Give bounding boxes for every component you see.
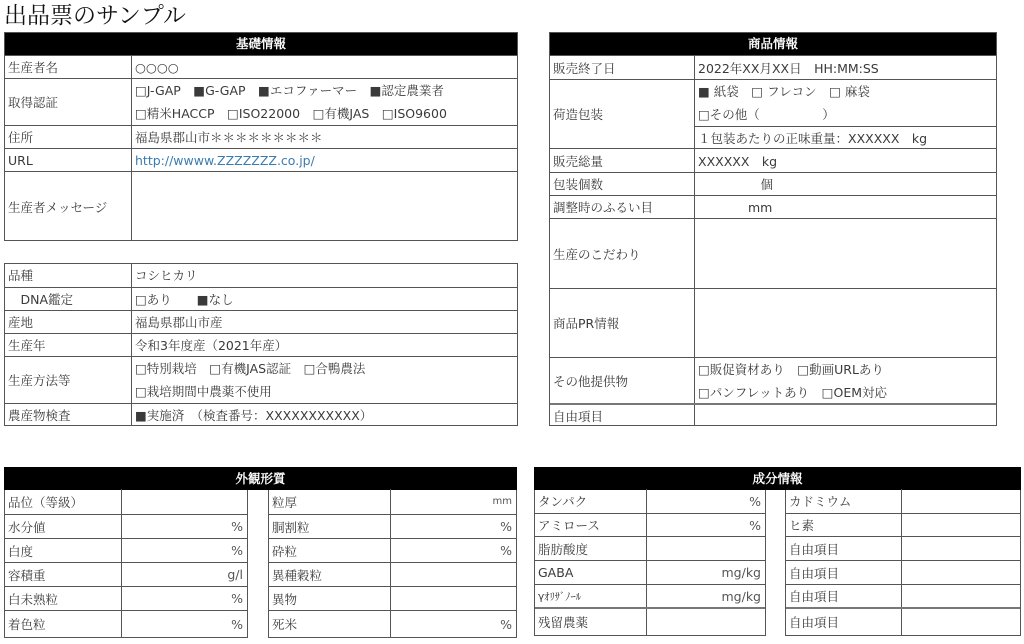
certification-label: 取得認証	[5, 79, 132, 125]
total-sales-value: XXXXXX kg	[698, 153, 778, 169]
origin-value: 福島県郡山市産	[135, 315, 223, 330]
address-label: 住所	[5, 126, 132, 148]
grain-thickness-unit: mm	[492, 496, 512, 507]
table-row	[786, 560, 1020, 584]
producer-name-value: ○○○○	[135, 59, 179, 75]
address-value: 福島県郡山市＊＊＊＊＊＊＊＊＊	[135, 130, 323, 145]
table-row	[786, 536, 1020, 560]
whiteness-label: 白度	[5, 539, 122, 562]
table-row	[5, 78, 517, 125]
cadmium-label: カドミウム	[786, 489, 902, 513]
url-cell	[132, 149, 517, 171]
fat-acidity-label: 脂肪酸度	[535, 537, 647, 560]
foreign-grain-label: 異種穀粒	[269, 563, 391, 586]
table-row	[535, 536, 765, 560]
table-row	[269, 562, 516, 586]
production-method-label: 生産方法等	[5, 357, 132, 403]
variety-value: コシヒカリ	[135, 268, 198, 283]
table-row	[535, 560, 765, 584]
sales-end-date-value: 2022年XX月XX日 HH:MM:SS	[698, 60, 879, 76]
table-row	[5, 333, 517, 356]
origin-label: 産地	[5, 311, 132, 333]
table-row	[550, 218, 996, 288]
production-year-value: 令和3年度産（2021年産）	[135, 338, 288, 353]
production-method-line-2: □栽培期間中農薬不使用	[135, 384, 272, 399]
table-row	[550, 55, 996, 79]
table-row	[786, 607, 1020, 635]
table-row	[5, 287, 517, 310]
inspection-label: 農産物検査	[5, 404, 132, 426]
table-row	[550, 195, 996, 218]
inspection-value: ■実施済 （検査番号：XXXXXXXXXXX）	[135, 408, 373, 423]
moisture-unit: %	[231, 519, 243, 534]
gaba-label: GABA	[535, 561, 647, 584]
table-row	[5, 263, 517, 287]
table-row	[786, 489, 1020, 513]
colored-grain-label: 着色粒	[5, 611, 122, 637]
product-pr-value	[695, 289, 996, 357]
page-title: 出品票のサンプル	[4, 3, 186, 29]
table-row	[5, 310, 517, 333]
table-row	[269, 586, 516, 610]
other-offerings-value	[695, 358, 996, 403]
producer-message-label: 生産者メッセージ	[5, 172, 132, 241]
producer-message-value	[132, 172, 517, 241]
table-row	[550, 79, 996, 148]
production-commitment-label: 生産のこだわり	[550, 219, 695, 288]
pesticide-residue-label: 残留農薬	[535, 609, 647, 635]
table-row	[5, 148, 517, 171]
protein-unit: %	[749, 493, 761, 509]
total-sales-label: 販売総量	[550, 149, 695, 172]
protein-label: タンパク	[535, 489, 647, 513]
grade-label: 品位（等級）	[5, 489, 122, 514]
gamma-oryzanol-unit: mg/kg	[721, 588, 761, 604]
table-row	[5, 514, 247, 538]
table-row	[786, 513, 1020, 536]
table-row	[550, 288, 996, 357]
production-commitment-value	[695, 219, 996, 288]
basic-info-header: 基礎情報	[5, 33, 517, 55]
appearance-table	[4, 467, 517, 639]
table-row	[269, 489, 516, 514]
broken-grain-unit: %	[500, 543, 512, 558]
appearance-header: 外観形質	[4, 467, 517, 490]
package-count-label: 包装個数	[550, 173, 695, 195]
sieve-size-value: mm	[698, 200, 773, 215]
appearance-right-table	[268, 490, 517, 638]
amylose-label: アミロース	[535, 514, 647, 536]
other-offerings-line-1: □販促資材あり □動画URLあり	[698, 362, 884, 377]
product-info-header: 商品情報	[550, 33, 996, 55]
free-item-3-label: 自由項目	[786, 585, 902, 607]
table-row	[5, 489, 247, 514]
package-count-value: 個	[698, 177, 774, 192]
sales-end-date-label: 販売終了日	[550, 56, 695, 79]
components-right-table	[785, 490, 1021, 636]
immature-grain-unit: %	[231, 591, 243, 606]
whiteness-unit: %	[231, 543, 243, 558]
table-row	[269, 514, 516, 538]
table-row	[5, 562, 247, 586]
dead-rice-label: 死米	[269, 611, 391, 637]
table-row	[5, 538, 247, 562]
appearance-left-table	[4, 490, 248, 638]
certification-line-1: □J-GAP ■G-GAP ■エコファーマー ■認定農業者	[135, 83, 444, 98]
table-row	[5, 55, 517, 78]
table-row	[535, 513, 765, 536]
table-row	[5, 403, 517, 426]
components-table	[534, 467, 1021, 639]
dna-test-label: DNA鑑定	[5, 288, 132, 310]
moisture-label: 水分値	[5, 515, 122, 538]
table-row	[5, 171, 517, 241]
other-offerings-label: その他提供物	[550, 358, 695, 403]
gaba-unit: mg/kg	[721, 565, 761, 580]
url-link[interactable]: http://wwww.ZZZZZZZ.co.jp/	[135, 152, 315, 168]
table-row	[269, 538, 516, 562]
product-info-table	[549, 32, 997, 426]
table-row	[5, 356, 517, 403]
product-pr-label: 商品PR情報	[550, 289, 695, 357]
table-row	[269, 610, 516, 637]
table-row	[550, 403, 996, 426]
packaging-line-1: ■ 紙袋 □ フレコン □ 麻袋	[698, 84, 870, 99]
packaging-label: 荷造包装	[550, 80, 695, 148]
components-header: 成分情報	[534, 467, 1021, 490]
free-item-value	[695, 405, 996, 426]
table-row	[5, 586, 247, 610]
production-method-value	[132, 357, 517, 403]
variety-table	[4, 263, 518, 426]
net-weight-per-package: １包装あたりの正味重量：XXXXXX kg	[695, 126, 996, 150]
grain-thickness-label: 粒厚	[269, 489, 391, 514]
packaging-line-2: □その他（ ）	[698, 107, 835, 122]
basic-info-table	[4, 32, 518, 241]
table-row	[535, 489, 765, 513]
table-row	[535, 584, 765, 607]
table-row	[786, 584, 1020, 607]
broken-grain-label: 砕粒	[269, 539, 391, 562]
cracked-grain-label: 胴割粒	[269, 515, 391, 538]
certification-line-2: □精米HACCP □ISO22000 □有機JAS □ISO9600	[135, 106, 447, 121]
table-row	[550, 148, 996, 172]
bulk-density-unit: g/l	[227, 567, 243, 582]
colored-grain-unit: %	[231, 616, 243, 632]
table-row	[550, 357, 996, 403]
free-item-1-label: 自由項目	[786, 537, 902, 560]
gamma-oryzanol-label: γｵﾘｻﾞﾉｰﾙ	[535, 585, 647, 607]
certification-value	[132, 79, 517, 125]
producer-name-label: 生産者名	[5, 56, 132, 78]
free-item-label: 自由項目	[550, 405, 695, 426]
variety-label: 品種	[5, 263, 132, 287]
sieve-size-label: 調整時のふるい目	[550, 196, 695, 218]
table-row	[5, 610, 247, 637]
foreign-matter-label: 異物	[269, 587, 391, 610]
table-row	[535, 607, 765, 635]
production-method-line-1: □特別栽培 □有機JAS認証 □合鴨農法	[135, 361, 366, 376]
bulk-density-label: 容積重	[5, 563, 122, 586]
cracked-grain-unit: %	[500, 519, 512, 534]
table-row	[550, 172, 996, 195]
dead-rice-unit: %	[500, 616, 512, 632]
free-item-2-label: 自由項目	[786, 561, 902, 584]
production-year-label: 生産年	[5, 334, 132, 356]
components-left-table	[534, 490, 766, 636]
immature-grain-label: 白未熟粒	[5, 587, 122, 610]
table-row	[5, 125, 517, 148]
arsenic-label: ヒ素	[786, 514, 902, 536]
amylose-unit: %	[749, 517, 761, 533]
dna-test-value: □あり ■なし	[135, 292, 234, 307]
free-item-4-label: 自由項目	[786, 609, 902, 635]
url-label: URL	[5, 149, 132, 171]
other-offerings-line-2: □パンフレットあり □OEM対応	[698, 385, 888, 400]
packaging-value	[695, 80, 996, 148]
